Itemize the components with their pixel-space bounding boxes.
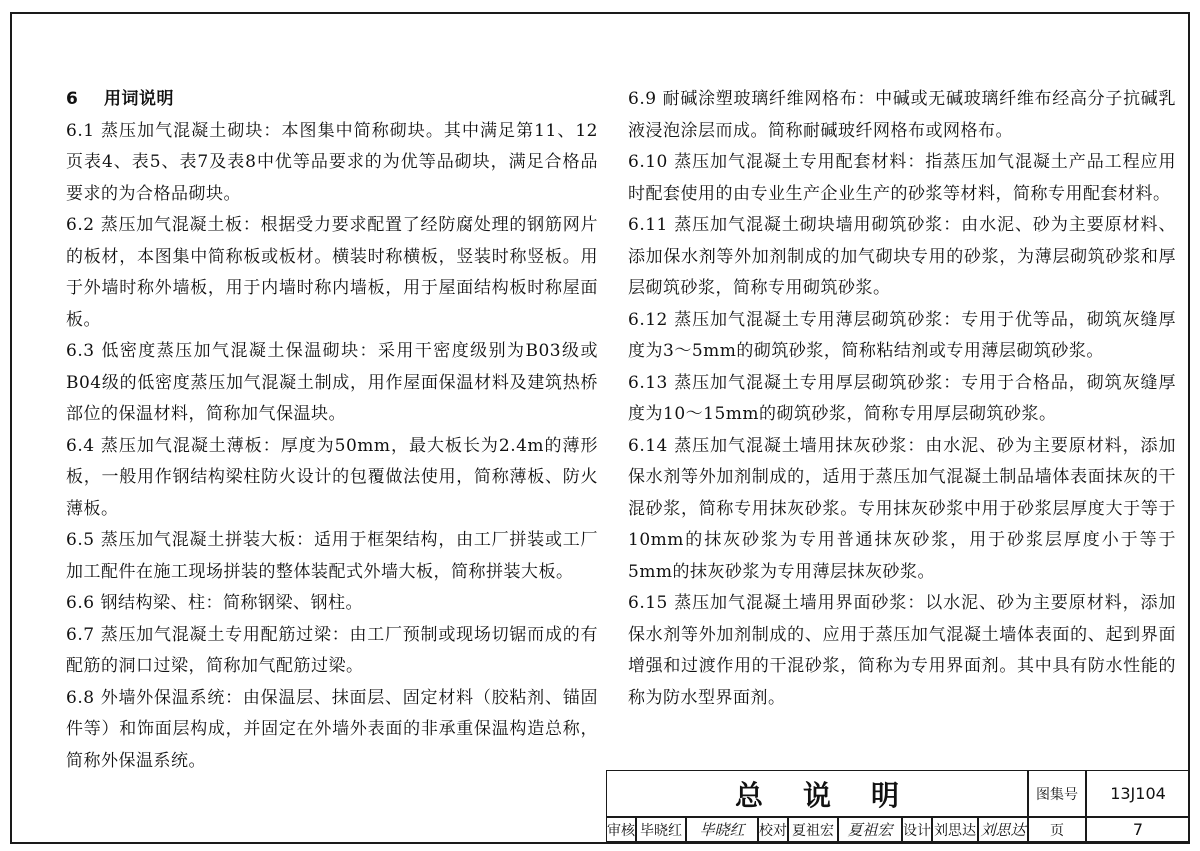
atlas-number: 13J104 bbox=[1086, 770, 1190, 817]
title-block-top-row bbox=[606, 770, 1190, 817]
atlas-number-label: 图集号 bbox=[1028, 770, 1086, 817]
paragraph-6-5: 6.5 蒸压加气混凝土拼装大板：适用于框架结构，由工厂拼装或工厂加工配件在施工现场拼装的整体装配式外墙大板，简称拼装大板。 bbox=[66, 530, 598, 582]
right-column bbox=[628, 84, 1176, 714]
paragraph-6-9: 6.9 耐碱涂塑玻璃纤维网格布：中碱或无碱玻璃纤维布经高分子抗碱乳液浸泡涂层而成。简称耐碱玻纤网格布或网格布。 bbox=[628, 89, 1176, 141]
reviewer-name: 毕晓红 bbox=[636, 817, 686, 842]
paragraph-6-11: 6.11 蒸压加气混凝土砌块墙用砌筑砂浆：由水泥、砂为主要原材料、添加保水剂等外加剂制成的加气砌块专用的砂浆，为薄层砌筑砂浆和厚层砌筑砂浆，简称专用砌筑砂浆。 bbox=[628, 215, 1176, 298]
paragraph-6-1: 6.1 蒸压加气混凝土砌块：本图集中简称砌块。其中满足第11、12页表4、表5、表7及表8中优等品要求的为优等品砌块，满足合格品要求的为合格品砌块。 bbox=[66, 120, 598, 204]
paragraph-6-8: 6.8 外墙外保温系统：由保温层、抹面层、固定材料（胶粘剂、锚固件等）和饰面层构成，并固定在外墙外表面的非承重保温构造总称，简称外保温系统。 bbox=[66, 687, 598, 771]
reviewer-signature: 毕晓红 bbox=[686, 817, 758, 842]
paragraph-6-4: 6.4 蒸压加气混凝土薄板：厚度为50mm，最大板长为2.4m的薄形板，一般用作钢结构梁柱防火设计的包覆做法使用，简称薄板、防火薄板。 bbox=[66, 435, 598, 519]
designer-name: 刘思达 bbox=[932, 817, 978, 842]
checker-signature: 夏祖宏 bbox=[838, 817, 902, 842]
section-heading bbox=[66, 84, 598, 116]
paragraph-6-14: 6.14 蒸压加气混凝土墙用抹灰砂浆：由水泥、砂为主要原材料，添加保水剂等外加剂制成的，适用于蒸压加气混凝土制品墙体表面抹灰的干混砂浆，简称专用抹灰砂浆。专用抹灰砂浆中用于砂浆层厚度大于等于10mm的抹灰砂浆为专用普通抹灰砂浆，用于砂浆层厚度小于等于5mm的抹灰砂浆为专用薄层抹灰砂浆。 bbox=[628, 435, 1176, 582]
page-label: 页 bbox=[1028, 817, 1086, 842]
design-label: 设计 bbox=[902, 817, 932, 842]
left-column bbox=[66, 84, 598, 777]
paragraph-6-12: 6.12 蒸压加气混凝土专用薄层砌筑砂浆：专用于优等品，砌筑灰缝厚度为3～5mm的砌筑砂浆，简称粘结剂或专用薄层砌筑砂浆。 bbox=[628, 309, 1176, 361]
paragraph-6-15: 6.15 蒸压加气混凝土墙用界面砂浆：以水泥、砂为主要原材料，添加保水剂等外加剂制成的、应用于蒸压加气混凝土墙体表面的、起到界面增强和过渡作用的干混砂浆，简称为专用界面剂。其中具有防水性能的称为防水型界面剂。 bbox=[628, 593, 1176, 708]
section-number: 6 bbox=[66, 89, 79, 109]
paragraph-6-6: 6.6 钢结构梁、柱：简称钢梁、钢柱。 bbox=[66, 593, 363, 613]
title-block-bottom-row bbox=[606, 817, 1190, 842]
title-block bbox=[606, 770, 1190, 842]
paragraph-6-13: 6.13 蒸压加气混凝土专用厚层砌筑砂浆：专用于合格品，砌筑灰缝厚度为10～15mm的砌筑砂浆，简称专用厚层砌筑砂浆。 bbox=[628, 372, 1176, 424]
paragraph-6-2: 6.2 蒸压加气混凝土板：根据受力要求配置了经防腐处理的钢筋网片的板材，本图集中简称板或板材。横装时称横板，竖装时称竖板。用于外墙时称外墙板，用于内墙时称内墙板，用于屋面结构板时称屋面板。 bbox=[66, 215, 598, 330]
paragraph-6-7: 6.7 蒸压加气混凝土专用配筋过梁：由工厂预制或现场切锯而成的有配筋的洞口过梁，简称加气配筋过梁。 bbox=[66, 624, 598, 676]
checker-name: 夏祖宏 bbox=[788, 817, 838, 842]
section-title: 用词说明 bbox=[104, 89, 174, 109]
drawing-title: 总说明 bbox=[606, 770, 1028, 817]
page-number: 7 bbox=[1086, 817, 1190, 842]
paragraph-6-3: 6.3 低密度蒸压加气混凝土保温砌块：采用干密度级别为B03级或B04级的低密度蒸压加气混凝土制成，用作屋面保温材料及建筑热桥部位的保温材料，简称加气保温块。 bbox=[66, 341, 598, 424]
review-label: 审核 bbox=[606, 817, 636, 842]
paragraph-6-10: 6.10 蒸压加气混凝土专用配套材料：指蒸压加气混凝土产品工程应用时配套使用的由专业生产企业生产的砂浆等材料，简称专用配套材料。 bbox=[628, 152, 1176, 204]
designer-signature: 刘思达 bbox=[978, 817, 1028, 842]
check-label: 校对 bbox=[758, 817, 788, 842]
